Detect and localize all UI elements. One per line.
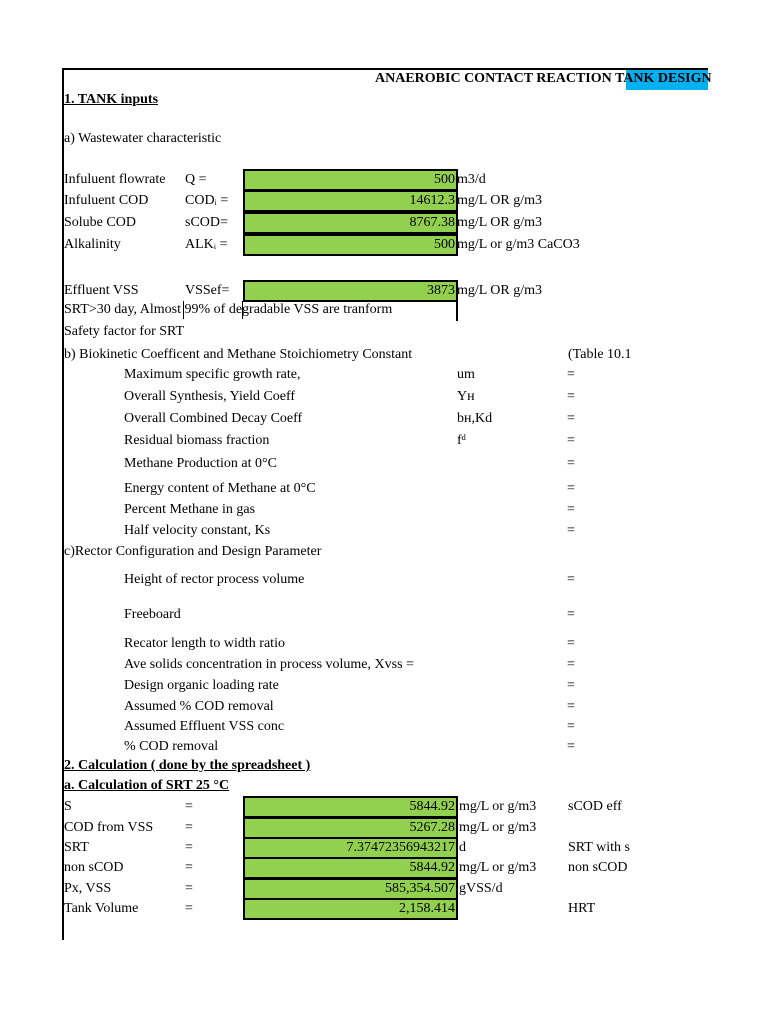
config-label: Assumed Effluent VSS conc [124,719,285,734]
calc-equals: = [185,820,193,835]
param-equals: = [567,481,575,496]
calc-right-label: HRT [568,901,596,916]
config-equals: = [567,607,575,622]
calc-equals: = [185,881,193,896]
flowrate-input[interactable]: 500 [243,169,458,191]
config-equals: = [567,699,575,714]
calc-label-cod-vss: COD from VSS [64,820,154,835]
calc-label-non-scod: non sCOD [64,860,124,875]
wastewater-heading: a) Wastewater characteristic [64,131,222,146]
effluent-vss-symbol: VSSef= [185,283,230,298]
calc-unit: mg/L or g/m3 [459,799,537,814]
title-cell[interactable] [64,70,712,90]
calc-equals: = [185,840,193,855]
cod-unit: mg/L OR g/m3 [457,193,543,208]
table-reference: (Table 10.1 [568,347,632,362]
config-label: Freeboard [124,607,181,622]
calc-label-tank-volume: Tank Volume [64,901,139,916]
srt-note: SRT>30 day, Almost 99% of degradable VSS are tranform [64,302,393,317]
param-equals: = [567,502,575,517]
flowrate-unit: m3/d [457,172,486,187]
config-label: Design organic loading rate [124,678,279,693]
calc-label-px-vss: Px, VSS [64,881,112,896]
cod-label: Infuluent COD [64,193,149,208]
scod-label: Solube COD [64,215,136,230]
calc-label-srt: SRT [64,840,89,855]
flowrate-label: Infuluent flowrate [64,172,166,187]
srt-calc-heading: a. Calculation of SRT 25 °C [64,778,230,793]
box-edge-line [456,301,458,321]
config-equals: = [567,636,575,651]
param-symbol: Yʜ [457,389,475,404]
alkalinity-input[interactable]: 500 [243,234,458,256]
config-equals: = [567,739,575,754]
config-equals: = [567,572,575,587]
calc-right-label: sCOD eff [568,799,622,814]
param-symbol: fᵈ [457,433,467,448]
param-equals: = [567,456,575,471]
param-label: Overall Synthesis, Yield Coeff [124,389,296,404]
param-equals: = [567,389,575,404]
calc-s-value[interactable]: 5844.92 [243,796,458,818]
param-symbol: um [457,367,475,382]
safety-factor-label: Safety factor for SRT [64,324,185,339]
alkalinity-symbol: ALKᵢ = [185,237,228,252]
param-label: Methane Production at 0°C [124,456,277,471]
cod-symbol: CODᵢ = [185,193,229,208]
scod-unit: mg/L OR g/m3 [457,215,543,230]
sheet-title: ANAEROBIC CONTACT REACTION TANK DESIGN [375,71,712,86]
param-label: Overall Combined Decay Coeff [124,411,303,426]
calc-unit: mg/L or g/m3 [459,860,537,875]
effluent-vss-unit: mg/L OR g/m3 [457,283,543,298]
config-label: Ave solids concentration in process volume, Xvss = [124,657,414,672]
calc-right-label: non sCOD [568,860,628,875]
reactor-config-heading: c)Rector Configuration and Design Parameter [64,544,322,559]
config-equals: = [567,719,575,734]
param-label: Energy content of Methane at 0°C [124,481,316,496]
param-label: Half velocity constant, Ks [124,523,271,538]
alkalinity-unit: mg/L or g/m3 CaCO3 [457,237,580,252]
calc-srt-value[interactable]: 7.37472356943217 [243,837,458,859]
calc-unit: d [459,840,466,855]
param-label: Percent Methane in gas [124,502,256,517]
param-equals: = [567,433,575,448]
section-1-heading: 1. TANK inputs [64,92,159,107]
calc-equals: = [185,799,193,814]
calc-unit: gVSS/d [459,881,503,896]
calc-label-s: S [64,799,72,814]
config-label: Assumed % COD removal [124,699,274,714]
effluent-vss-label: Effluent VSS [64,283,139,298]
config-equals: = [567,678,575,693]
effluent-vss-input[interactable]: 3873 [243,280,458,302]
param-equals: = [567,523,575,538]
param-label: Residual biomass fraction [124,433,270,448]
biokinetic-heading: b) Biokinetic Coefficent and Methane Stoichiometry Constant [64,347,413,362]
cod-input[interactable]: 14612.3 [243,190,458,212]
config-label: Recator length to width ratio [124,636,285,651]
section-2-heading: 2. Calculation ( done by the spreadsheet ) [64,758,311,773]
flowrate-symbol: Q = [185,172,207,187]
config-equals: = [567,657,575,672]
param-equals: = [567,367,575,382]
calc-equals: = [185,860,193,875]
alkalinity-label: Alkalinity [64,237,121,252]
scod-symbol: sCOD= [185,215,228,230]
calc-unit: mg/L or g/m3 [459,820,537,835]
param-equals: = [567,411,575,426]
calc-cod-vss-value[interactable]: 5267.28 [243,817,458,839]
scod-input[interactable]: 8767.38 [243,212,458,234]
config-label: % COD removal [124,739,219,754]
calc-equals: = [185,901,193,916]
calc-tank-volume-value[interactable]: 2,158.414 [243,898,458,920]
config-label: Height of rector process volume [124,572,305,587]
calc-px-vss-value[interactable]: 585,354.507 [243,878,458,900]
calc-non-scod-value[interactable]: 5844.92 [243,857,458,879]
calc-right-label: SRT with s [568,840,630,855]
param-label: Maximum specific growth rate, [124,367,301,382]
param-symbol: bʜ,Kd [457,411,493,426]
